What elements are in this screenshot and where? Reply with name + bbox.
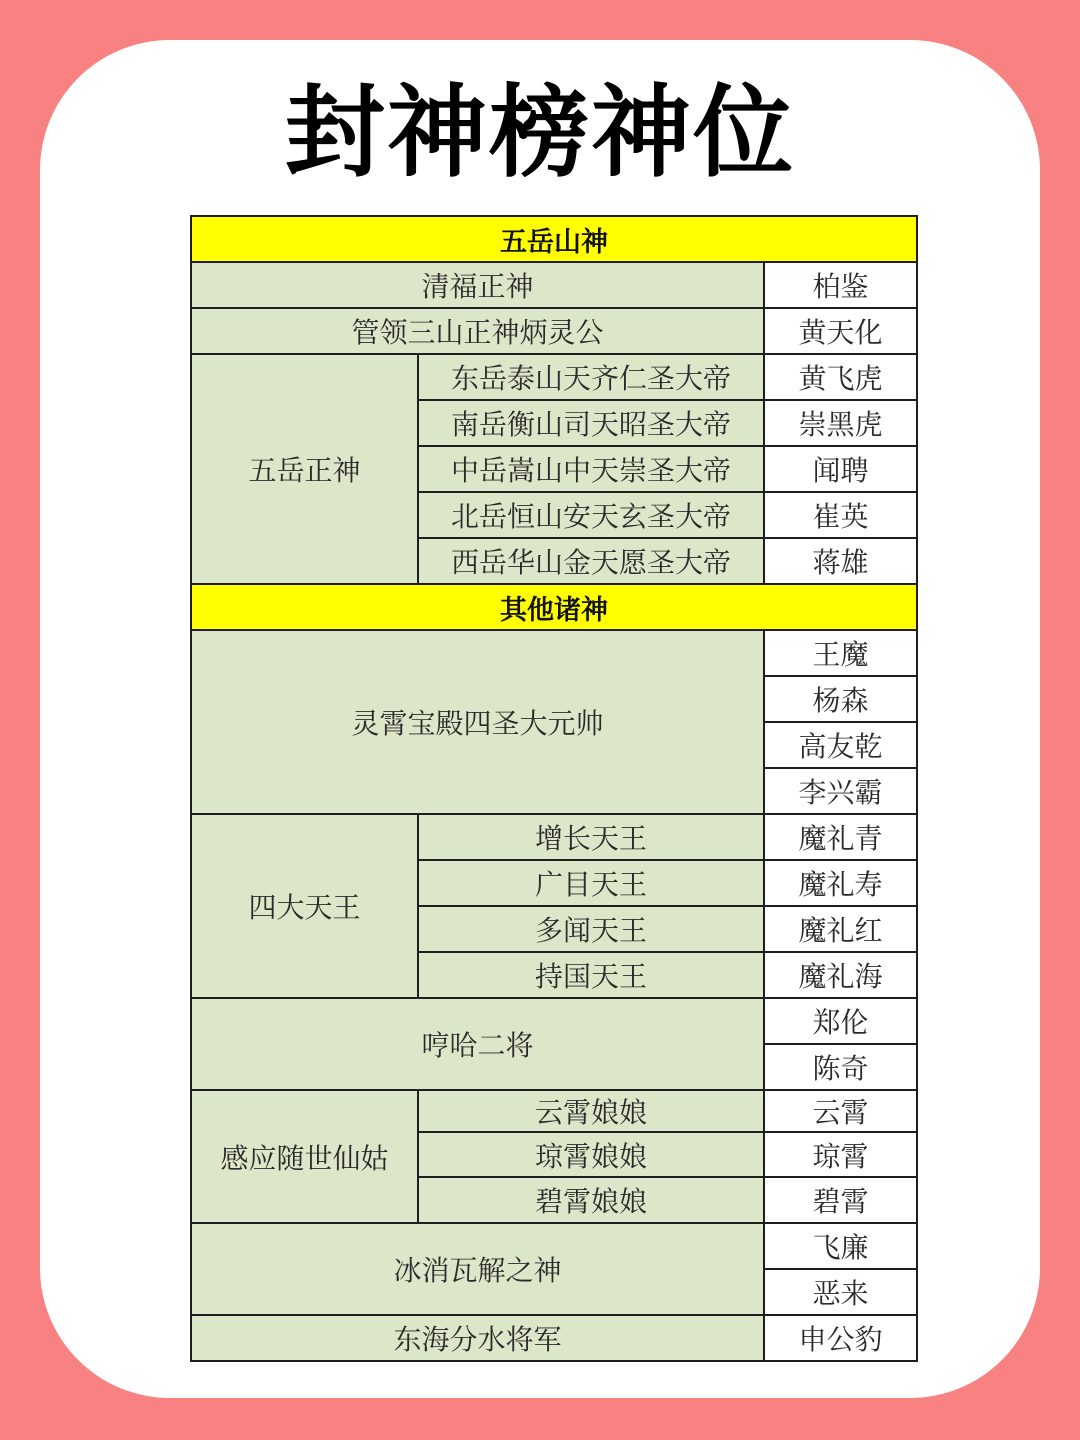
table-row <box>191 630 917 676</box>
table-row <box>191 308 917 354</box>
name-cell: 申公豹 <box>764 1315 917 1361</box>
name-cell: 高友乾 <box>764 722 917 768</box>
table-row <box>191 216 917 262</box>
name-cell: 碧霄 <box>764 1177 917 1223</box>
table-row <box>191 814 917 860</box>
table-row <box>191 1223 917 1269</box>
position-cell: 琼霄娘娘 <box>418 1132 764 1177</box>
name-cell: 杨森 <box>764 676 917 722</box>
position-cell: 中岳嵩山中天崇圣大帝 <box>418 446 764 492</box>
table-row <box>191 1090 917 1132</box>
position-cell: 云霄娘娘 <box>418 1090 764 1132</box>
position-cell: 西岳华山金天愿圣大帝 <box>418 538 764 584</box>
position-cell: 碧霄娘娘 <box>418 1177 764 1223</box>
name-cell: 崔英 <box>764 492 917 538</box>
table-row <box>191 998 917 1044</box>
group-label-tianwang: 四大天王 <box>191 814 418 998</box>
name-cell: 王魔 <box>764 630 917 676</box>
name-cell: 飞廉 <box>764 1223 917 1269</box>
section-header-others: 其他诸神 <box>191 584 917 630</box>
position-cell: 清福正神 <box>191 262 764 308</box>
name-cell: 云霄 <box>764 1090 917 1132</box>
name-cell: 魔礼红 <box>764 906 917 952</box>
position-cell: 北岳恒山安天玄圣大帝 <box>418 492 764 538</box>
group-label-wuyue: 五岳正神 <box>191 354 418 584</box>
name-cell: 李兴霸 <box>764 768 917 814</box>
position-cell: 多闻天王 <box>418 906 764 952</box>
name-cell: 闻聘 <box>764 446 917 492</box>
section-header-wuyue: 五岳山神 <box>191 216 917 262</box>
position-cell: 南岳衡山司天昭圣大帝 <box>418 400 764 446</box>
name-cell: 黄飞虎 <box>764 354 917 400</box>
table-row <box>191 354 917 400</box>
page-title: 封神榜神位 <box>285 74 795 191</box>
group-label-henghaer: 哼哈二将 <box>191 998 764 1090</box>
group-label-xiangu: 感应随世仙姑 <box>191 1090 418 1223</box>
table-row <box>191 262 917 308</box>
name-cell: 蒋雄 <box>764 538 917 584</box>
name-cell: 柏鉴 <box>764 262 917 308</box>
name-cell: 郑伦 <box>764 998 917 1044</box>
name-cell: 陈奇 <box>764 1044 917 1090</box>
group-label-yuanshuai: 灵霄宝殿四圣大元帅 <box>191 630 764 814</box>
position-cell: 东岳泰山天齐仁圣大帝 <box>418 354 764 400</box>
group-label-bingxiao: 冰消瓦解之神 <box>191 1223 764 1315</box>
name-cell: 恶来 <box>764 1269 917 1315</box>
name-cell: 魔礼寿 <box>764 860 917 906</box>
name-cell: 黄天化 <box>764 308 917 354</box>
god-ranking-table <box>190 215 918 1362</box>
table-row <box>191 1315 917 1361</box>
position-cell: 管领三山正神炳灵公 <box>191 308 764 354</box>
position-cell: 持国天王 <box>418 952 764 998</box>
name-cell: 琼霄 <box>764 1132 917 1177</box>
position-cell: 东海分水将军 <box>191 1315 764 1361</box>
name-cell: 魔礼青 <box>764 814 917 860</box>
table-row <box>191 584 917 630</box>
position-cell: 广目天王 <box>418 860 764 906</box>
position-cell: 增长天王 <box>418 814 764 860</box>
name-cell: 崇黑虎 <box>764 400 917 446</box>
name-cell: 魔礼海 <box>764 952 917 998</box>
